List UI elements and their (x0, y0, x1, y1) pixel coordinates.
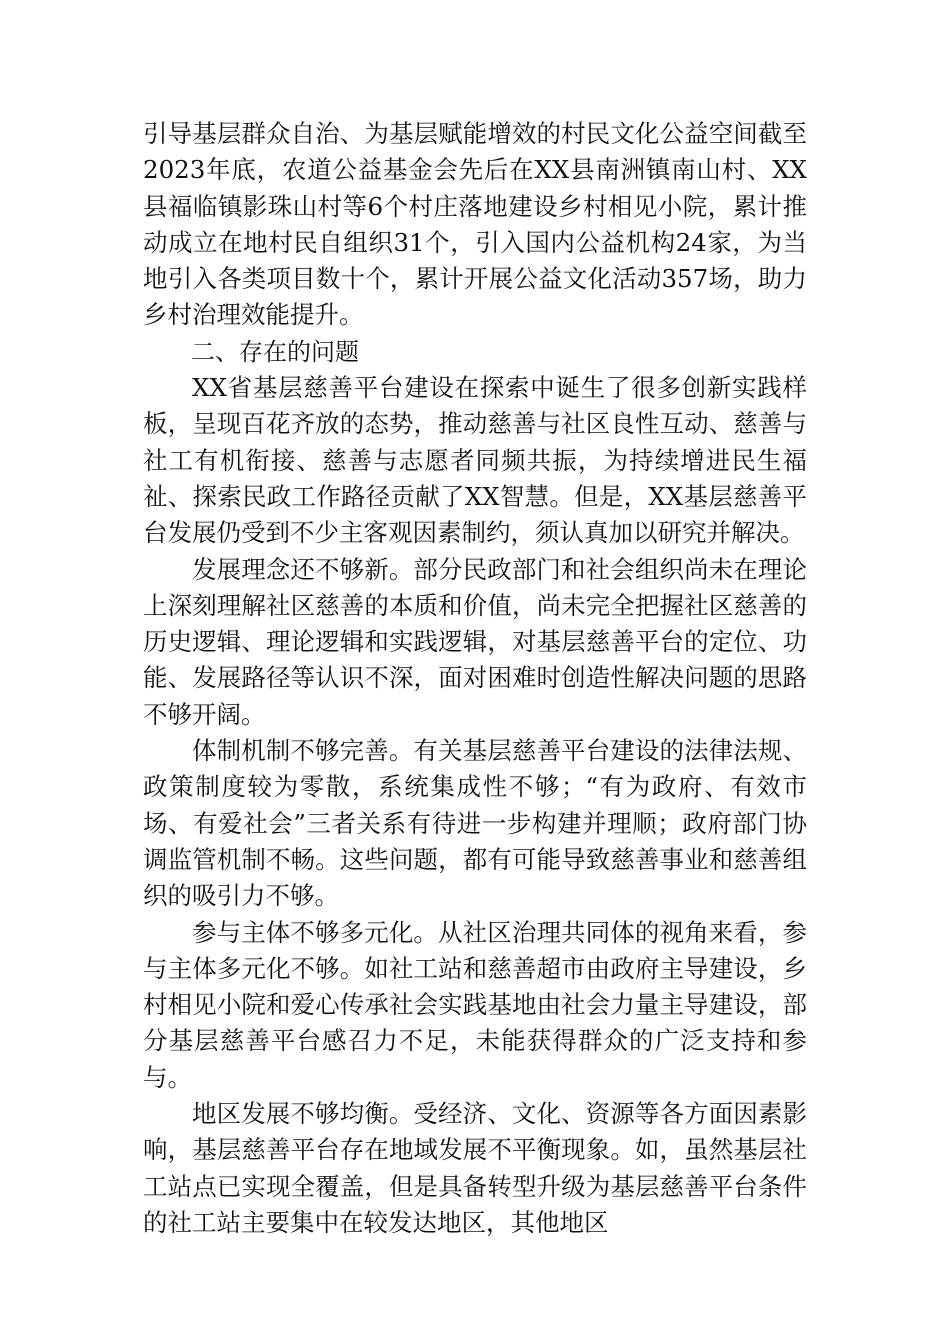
paragraph-development-concept: 发展理念还不够新。部分民政部门和社会组织尚未在理论上深刻理解社区慈善的本质和价值，尚未完全把握社区慈善的历史逻辑、理论逻辑和实践逻辑，对基层慈善平台的定位、功能、发展路径等认识不深，面对困难时创造性解决问题的思路不够开阔。 (143, 554, 807, 729)
paragraph-participant-diversity: 参与主体不够多元化。从社区治理共同体的视角来看，参与主体多元化不够。如社工站和慈善超市由政府主导建设，乡村相见小院和爱心传承社会实践基地由社会力量主导建设，部分基层慈善平台感召力不足，未能获得群众的广泛支持和参与。 (143, 917, 807, 1092)
paragraph-problems-intro: XX省基层慈善平台建设在探索中诞生了很多创新实践样板，呈现百花齐放的态势，推动慈善与社区良性互动、慈善与社工有机衔接、慈善与志愿者同频共振，为持续增进民生福祉、探索民政工作路径贡献了XX智慧。但是，XX基层慈善平台发展仍受到不少主客观因素制约，须认真加以研究并解决。 (143, 373, 807, 548)
section-heading-existing-problems: 二、存在的问题 (191, 337, 359, 366)
paragraph-village-courtyard: 引导基层群众自治、为基层赋能增效的村民文化公益空间截至2023年底，农道公益基金会先后在XX县南洲镇南山村、XX县福临镇影珠山村等6个村庄落地建设乡村相见小院，累计推动成立在地村民自组织31个，引入国内公益机构24家，为当地引入各类项目数十个，累计开展公益文化活动357场，助力乡村治理效能提升。 (143, 119, 807, 330)
document-page (143, 116, 807, 1241)
paragraph-regional-balance: 地区发展不够均衡。受经济、文化、资源等各方面因素影响，基层慈善平台存在地域发展不平衡现象。如，虽然基层社工站点已实现全覆盖，但是具备转型升级为基层慈善平台条件的社工站主要集中在较发达地区，其他地区 (143, 1099, 807, 1237)
paragraph-institutional-mechanism: 体制机制不够完善。有关基层慈善平台建设的法律法规、政策制度较为零散，系统集成性不够；“有为政府、有效市场、有爱社会”三者关系有待进一步构建并理顺；政府部门协调监管机制不畅。这些问题，都有可能导致慈善事业和慈善组织的吸引力不够。 (143, 736, 807, 911)
